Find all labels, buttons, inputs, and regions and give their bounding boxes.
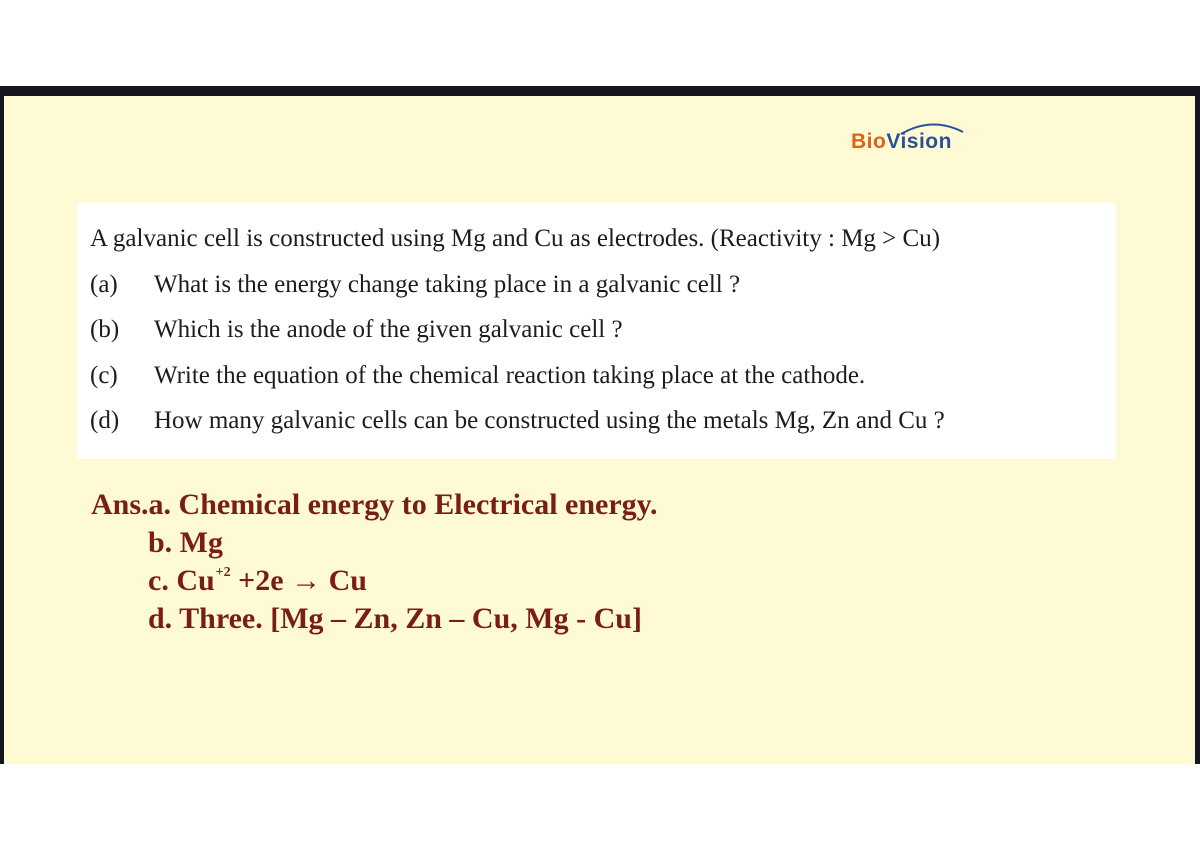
answer-a: Ans.a. Chemical energy to Electrical energy. [91, 488, 658, 521]
item-text-c: Write the equation of the chemical reaction taking place at the cathode. [154, 362, 866, 389]
biovision-logo [851, 122, 986, 158]
item-text-d: How many galvanic cells can be constructed using the metals Mg, Zn and Cu ? [154, 407, 945, 434]
item-label-b: (b) [90, 316, 120, 343]
item-text-b: Which is the anode of the given galvanic cell ? [154, 316, 623, 343]
item-label-c: (c) [90, 362, 118, 389]
item-label-d: (d) [90, 407, 120, 434]
question-stem: A galvanic cell is constructed using Mg and Cu as electrodes. (Reactivity : Mg > Cu) [90, 225, 941, 252]
question-box [77, 203, 1116, 459]
answer-c-prefix: c. Cu [148, 564, 215, 597]
item-label-a: (a) [90, 271, 118, 298]
logo-text [851, 130, 952, 154]
answer-c [148, 564, 367, 598]
answer-b: b. Mg [148, 526, 223, 559]
answer-c-superscript: +2 [215, 565, 231, 580]
answer-d: d. Three. [Mg – Zn, Zn – Cu, Mg - Cu] [148, 602, 642, 635]
logo-bio: Bio [851, 130, 887, 153]
logo-vision: Vision [886, 130, 952, 153]
item-text-a: What is the energy change taking place in a galvanic cell ? [154, 271, 741, 298]
answer-c-rest: +2e → Cu [230, 564, 367, 597]
